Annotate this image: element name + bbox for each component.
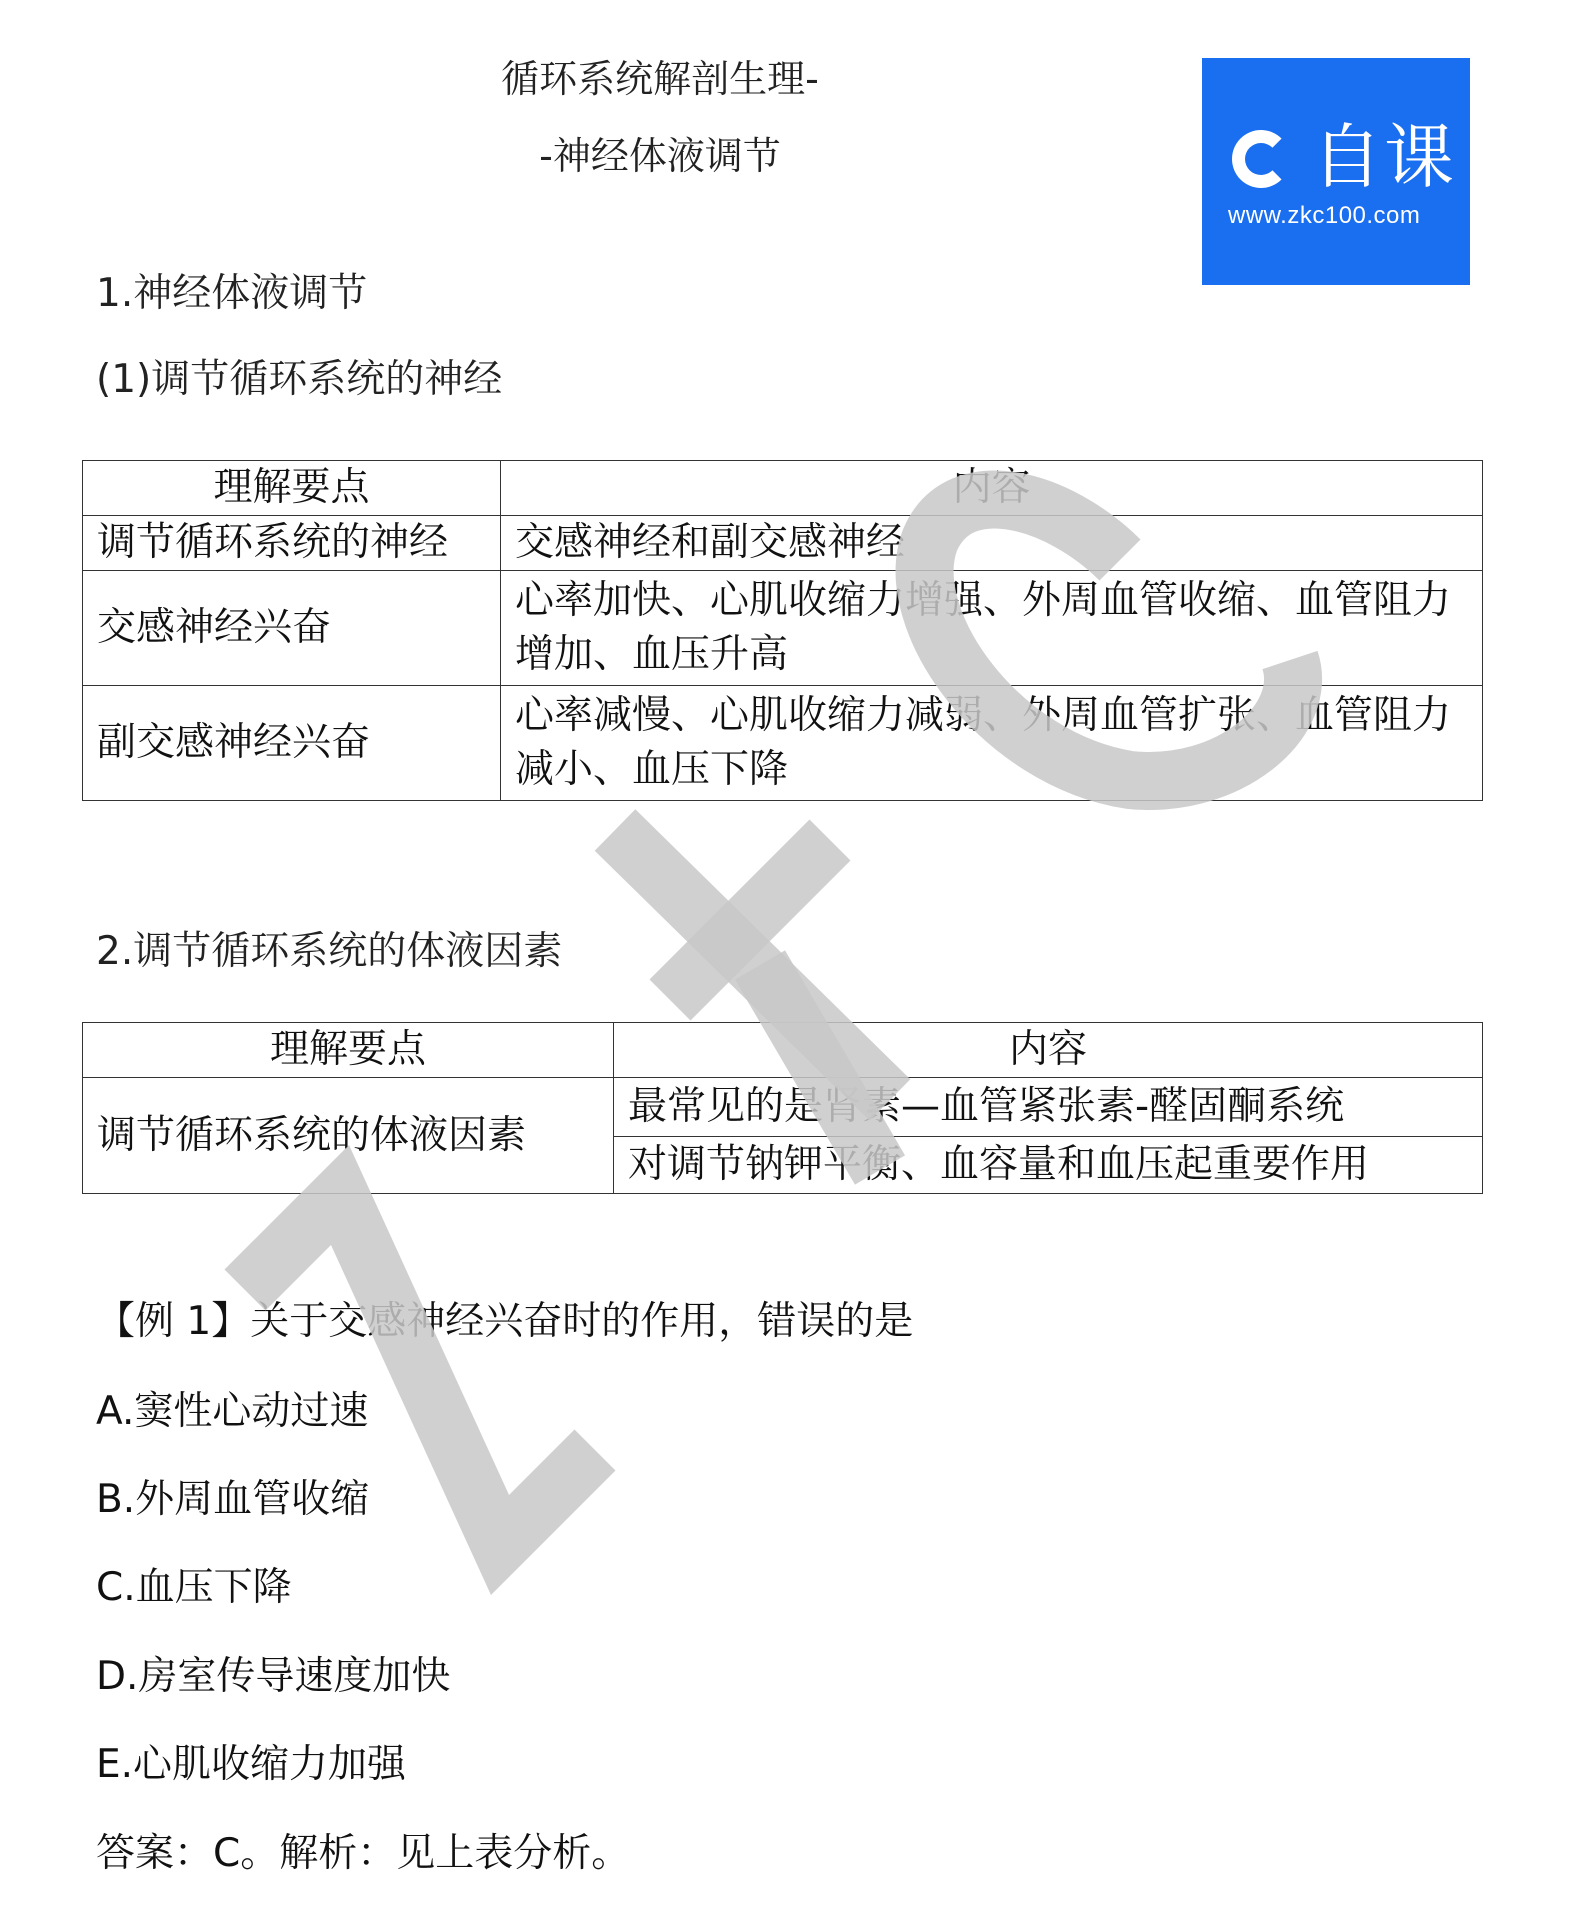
table-cell: 最常见的是肾素—血管紧张素-醛固酮系统 bbox=[614, 1078, 1483, 1137]
logo-brand-text: 自课 bbox=[1312, 116, 1456, 198]
zkc-logo bbox=[1202, 58, 1470, 285]
option-b: B.外周血管收缩 bbox=[96, 1477, 370, 1522]
document-title-line1: 循环系统解剖生理- bbox=[501, 57, 819, 101]
option-d: D.房室传导速度加快 bbox=[96, 1654, 451, 1699]
table-cell: 调节循环系统的神经 bbox=[83, 516, 501, 571]
document-title-line2: -神经体液调节 bbox=[539, 134, 781, 178]
nerve-regulation-table bbox=[82, 460, 1483, 801]
logo-url-text: www.zkc100.com bbox=[1228, 202, 1421, 229]
option-e: E.心肌收缩力加强 bbox=[96, 1742, 407, 1787]
table-cell: 交感神经和副交感神经 bbox=[501, 516, 1483, 571]
option-c: C.血压下降 bbox=[96, 1565, 292, 1610]
table-row bbox=[83, 1078, 1483, 1137]
table-cell: 对调节钠钾平衡、血容量和血压起重要作用 bbox=[614, 1137, 1483, 1194]
table-header-row bbox=[83, 1023, 1483, 1078]
table-cell: 心率减慢、心肌收缩力减弱、外周血管扩张、血管阻力减小、血压下降 bbox=[501, 686, 1483, 801]
table-header-cell: 理解要点 bbox=[83, 461, 501, 516]
table-header-cell: 内容 bbox=[501, 461, 1483, 516]
table-row bbox=[83, 516, 1483, 571]
table-header-row bbox=[83, 461, 1483, 516]
section2-heading: 2.调节循环系统的体液因素 bbox=[96, 929, 563, 974]
section1-heading: 1.神经体液调节 bbox=[96, 271, 368, 316]
table-cell: 调节循环系统的体液因素 bbox=[83, 1078, 614, 1194]
table-cell: 心率加快、心肌收缩力增强、外周血管收缩、血管阻力增加、血压升高 bbox=[501, 571, 1483, 686]
table-cell: 副交感神经兴奋 bbox=[83, 686, 501, 801]
table-header-cell: 内容 bbox=[614, 1023, 1483, 1078]
section1-subheading: (1)调节循环系统的神经 bbox=[96, 357, 503, 402]
example-question: 【例 1】关于交感神经兴奋时的作用，错误的是 bbox=[96, 1299, 914, 1344]
option-a: A.窦性心动过速 bbox=[96, 1389, 369, 1434]
table-row bbox=[83, 686, 1483, 801]
table-row bbox=[83, 571, 1483, 686]
table-header-cell: 理解要点 bbox=[83, 1023, 614, 1078]
table-cell: 交感神经兴奋 bbox=[83, 571, 501, 686]
answer-text: 答案：C。解析：见上表分析。 bbox=[96, 1831, 631, 1876]
logo-c-icon bbox=[1232, 130, 1290, 188]
humoral-factor-table bbox=[82, 1022, 1483, 1194]
